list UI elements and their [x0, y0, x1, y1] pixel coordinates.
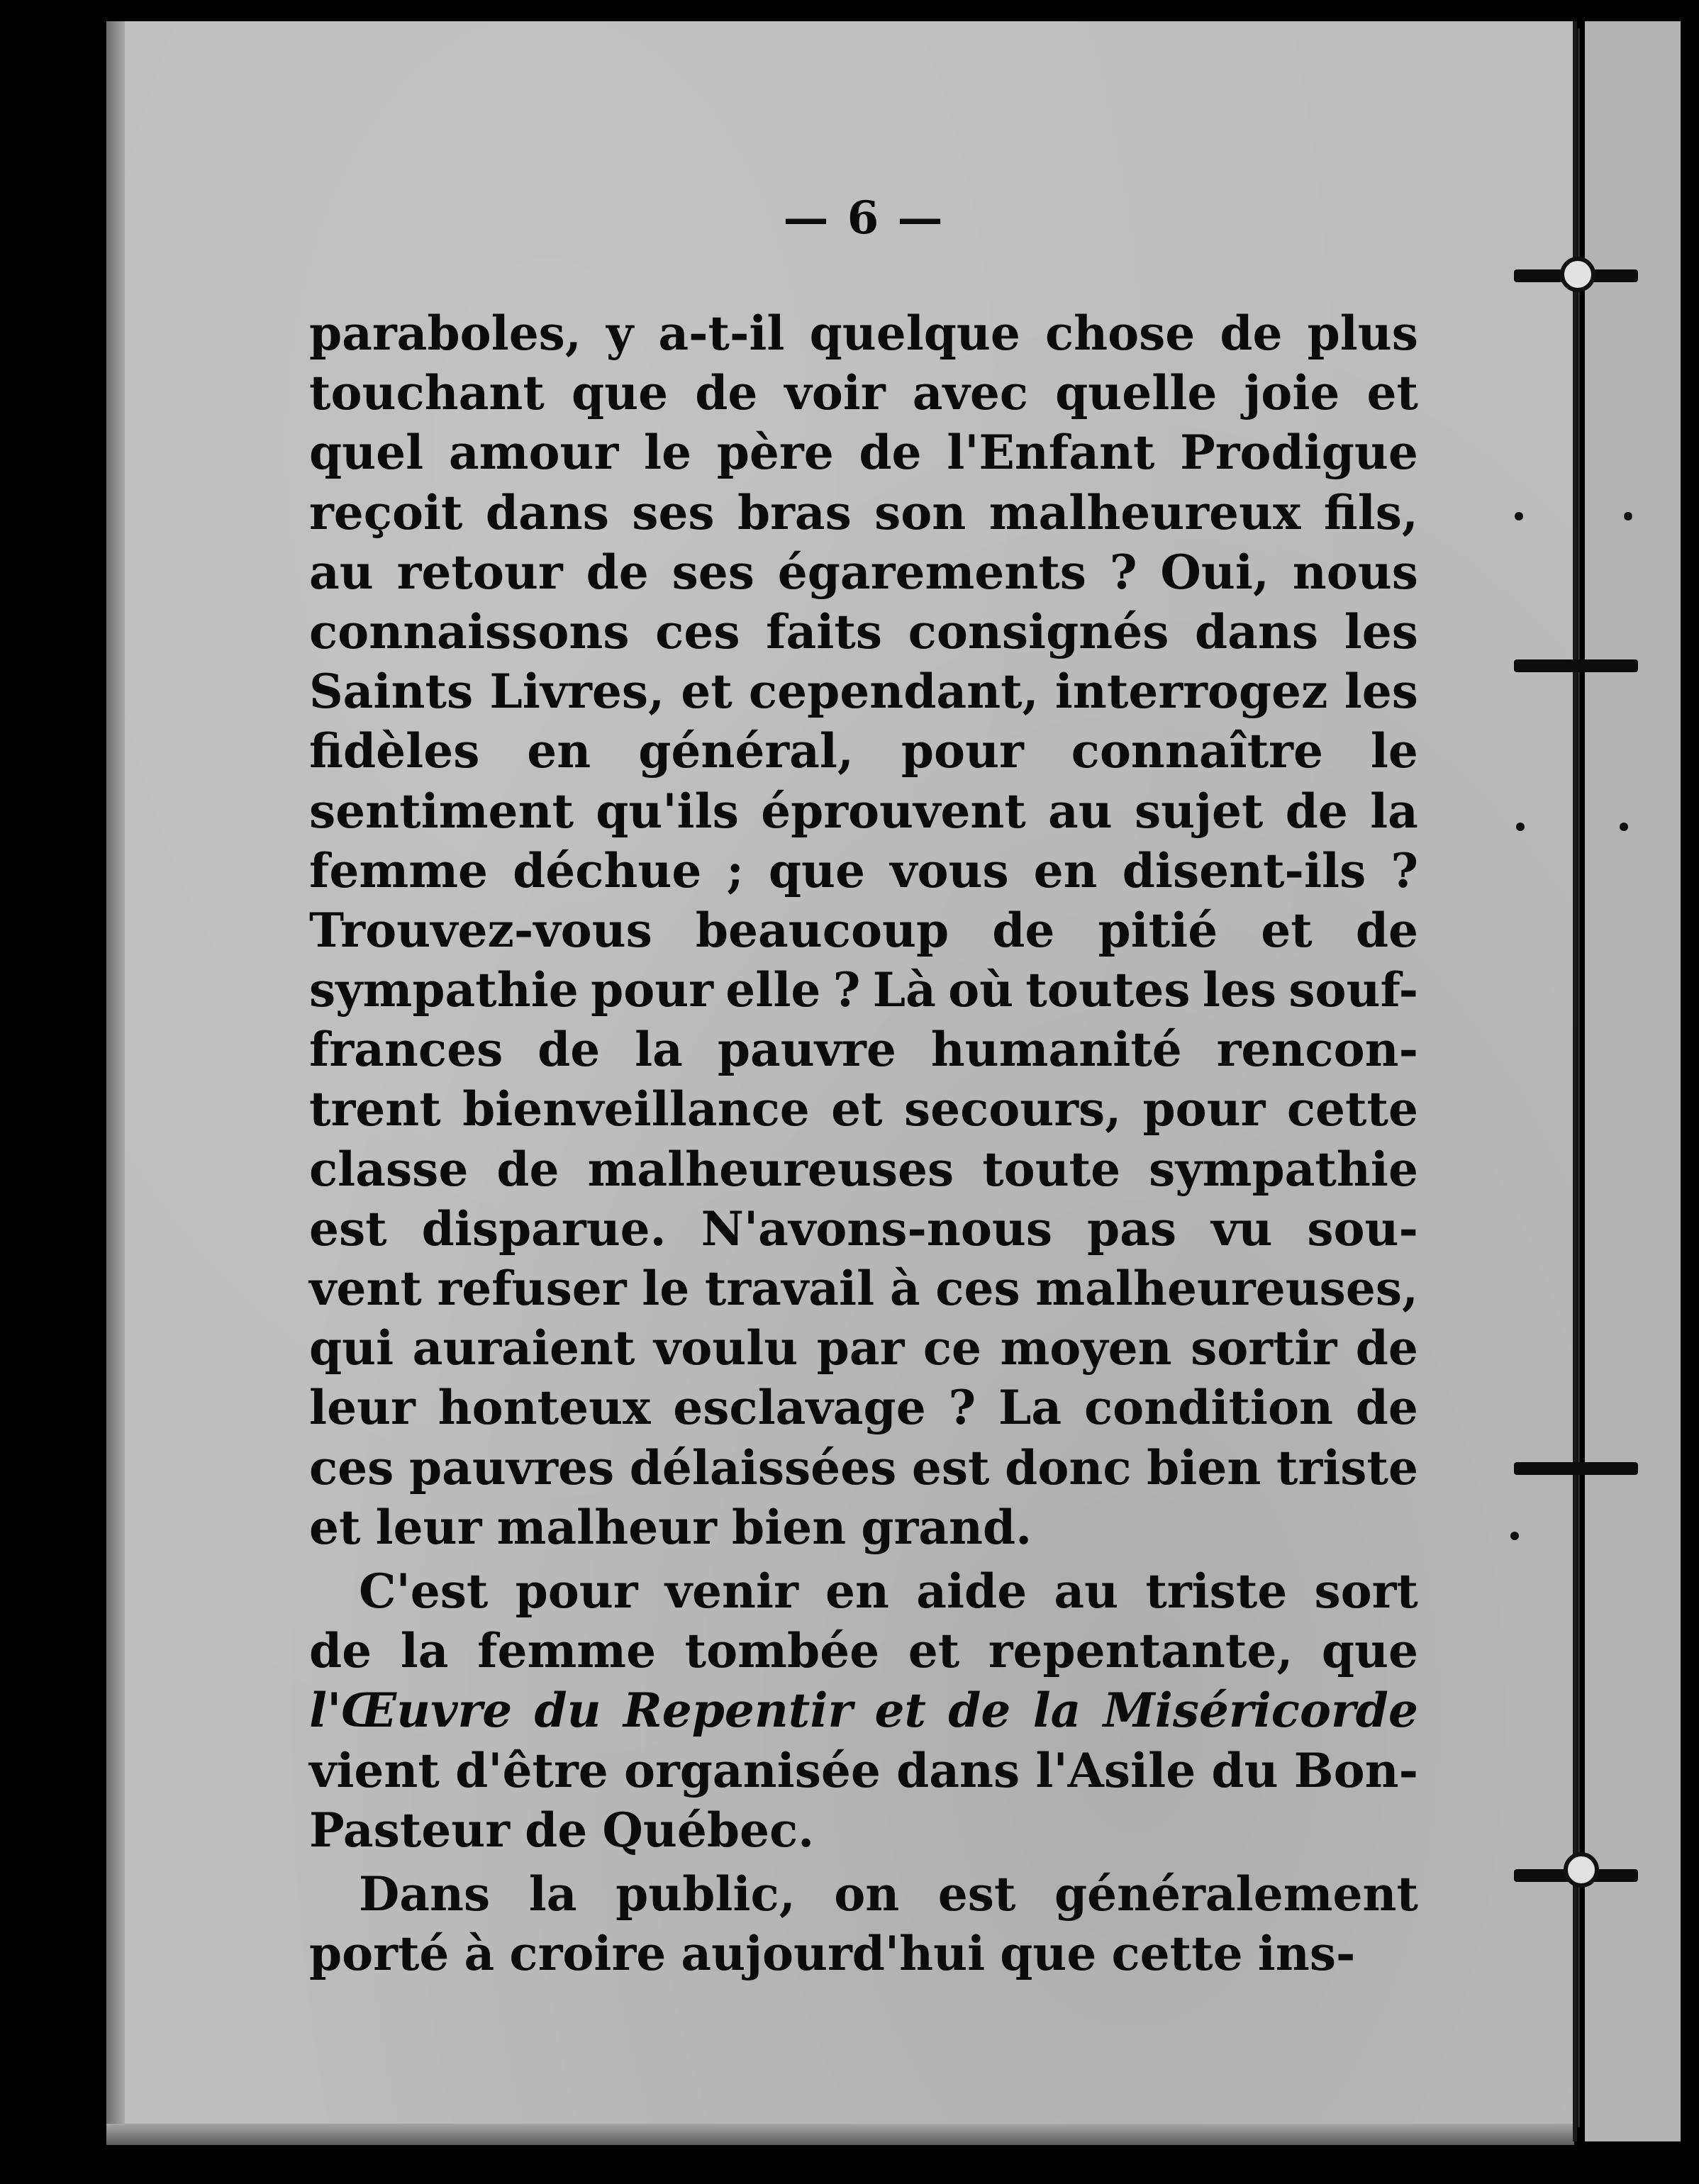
text-line: connaissons ces faits consignés dans les: [309, 603, 1418, 659]
body-text: [309, 303, 1418, 1983]
binding-thread: [1578, 28, 1580, 2127]
text-line: vient d'être organisée dans l'Asile du Bon-: [309, 1742, 1418, 1798]
gutter-line: [1573, 21, 1577, 2141]
text-line: de la femme tombée et repentante, que: [309, 1623, 1418, 1679]
text-line: classe de malheureuses toute sympathie: [309, 1141, 1418, 1197]
page-number: — 6 —: [783, 191, 945, 245]
text-line: paraboles, y a-t-il quelque chose de plus: [309, 306, 1418, 361]
text-line: femme déchue ; que vous en disent-ils ?: [309, 842, 1418, 898]
facing-page-strip: [1585, 21, 1681, 2141]
speck-mark: [1510, 1532, 1519, 1540]
text-line: qui auraient voulu par ce moyen sortir de: [309, 1320, 1418, 1376]
text-line: sentiment qu'ils éprouvent au sujet de la: [309, 783, 1418, 839]
text-line: est disparue. N'avons-nous pas vu sou-: [309, 1200, 1418, 1257]
text-line: Saints Livres, et cependant, interrogez les: [309, 664, 1418, 720]
text-line: Trouvez-vous beaucoup de pitié et de: [309, 902, 1418, 958]
text-line: au retour de ses égarements ? Oui, nous: [309, 544, 1418, 600]
text-line: ces pauvres délaissées est donc bien triste: [309, 1439, 1418, 1495]
binding-staple: [1514, 659, 1638, 672]
binding-staple: [1514, 1462, 1638, 1475]
text-line: sympathie pour elle ? Là où toutes les souf-: [309, 962, 1418, 1018]
paragraph: [309, 303, 1418, 1557]
paragraph: [309, 1561, 1418, 1860]
text-line: quel amour le père de l'Enfant Prodigue: [309, 425, 1418, 481]
speck-mark: [1516, 823, 1525, 831]
text-line: trent bienveillance et secours, pour cette: [309, 1081, 1418, 1137]
text-line: frances de la pauvre humanité rencon-: [309, 1022, 1418, 1078]
text-line: l'Œuvre du Repentir et de la Miséricorde: [309, 1683, 1418, 1739]
page-bottom-edge: [106, 2124, 1574, 2145]
text-line: et leur malheur bien grand.: [309, 1499, 1032, 1555]
speck-mark: [1515, 512, 1523, 520]
paragraph: [309, 1864, 1418, 1983]
speck-mark: [1620, 823, 1628, 831]
text-line: leur honteux esclavage ? La condition de: [309, 1380, 1418, 1436]
text-line: fidèles en général, pour connaître le: [309, 723, 1418, 779]
text-line: Dans la public, on est généralement: [359, 1866, 1418, 1922]
text-line: porté à croire aujourd'hui que cette ins-: [309, 1926, 1356, 1982]
binding-knot: [1560, 257, 1595, 292]
text-line: C'est pour venir en aide au triste sort: [359, 1563, 1418, 1619]
text-line: Pasteur de Québec.: [309, 1802, 815, 1858]
text-line: reçoit dans ses bras son malheureux fils,: [309, 484, 1418, 540]
page-left-edge: [106, 21, 125, 2141]
speck-mark: [1624, 512, 1632, 520]
text-line: touchant que de voir avec quelle joie et: [309, 365, 1418, 421]
binding-knot: [1564, 1852, 1599, 1888]
text-line: vent refuser le travail à ces malheureuses,: [309, 1261, 1418, 1316]
